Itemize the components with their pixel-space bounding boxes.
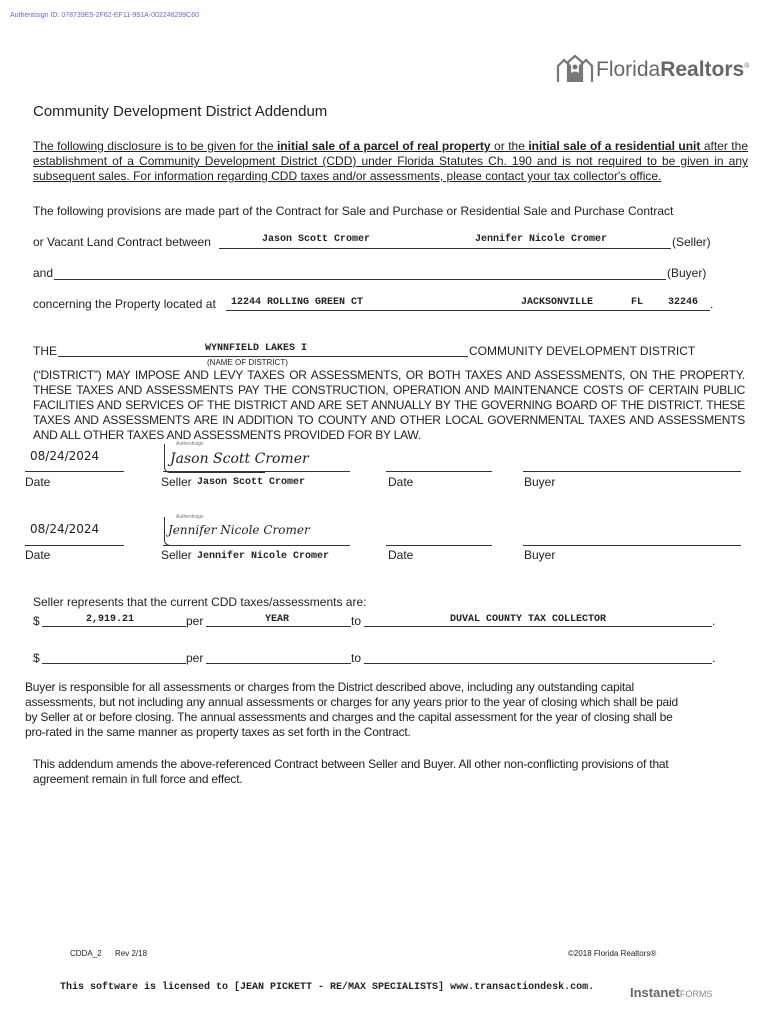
sig1-date-value: 08/24/2024	[30, 449, 100, 463]
logo-trademark: ®	[744, 63, 750, 70]
property-city: JACKSONVILLE	[521, 297, 594, 308]
district-tail: COMMUNITY DEVELOPMENT DISTRICT	[469, 344, 696, 358]
contract-between-label: or Vacant Land Contract between	[33, 235, 211, 249]
sig2-date-field[interactable]	[25, 545, 124, 546]
seller-name-1: Jason Scott Cromer	[262, 234, 371, 245]
sig2-buyer-label: Buyer	[524, 548, 556, 562]
row2-dollar: $	[33, 651, 40, 665]
seller-tag: (Seller)	[672, 235, 711, 249]
row1-to-label: to	[351, 614, 362, 628]
sig1-seller-label: Seller	[161, 475, 192, 489]
district-the-label: THE	[33, 344, 57, 358]
amendment-note: This addendum amends the above-referenced Contract between Seller and Buyer. All other non-conflicting provisions of that agreement remain in full force and effect.	[33, 757, 669, 786]
buyer-responsibility: Buyer is responsible for all assessments or charges from the District described above, including any outstanding capital assessments, but not including any annual assessments or charges for any years prior to the year of closing which shall be paid by Seller at or before closing. The annual assessments and charges and the capital assessment for the year of closing shall be pro-rated in the same manner as property taxes as set forth in the Contract.	[25, 680, 678, 739]
disclosure-bold-1: initial sale of a parcel of real property	[276, 139, 491, 153]
sig2-buyer-date-field[interactable]	[386, 545, 492, 546]
row2-to-label: to	[351, 651, 362, 665]
row1-to: DUVAL COUNTY TAX COLLECTOR	[450, 614, 607, 625]
copyright: ©2018 Florida Realtors®	[568, 949, 657, 958]
sig2-authentisign-tag: Authentisign	[176, 514, 204, 520]
sig1-buyer-date-field[interactable]	[386, 471, 492, 472]
property-address-field[interactable]	[226, 310, 710, 311]
seller-name-2: Jennifer Nicole Cromer	[475, 234, 608, 245]
row1-end: .	[712, 614, 716, 628]
florida-realtors-logo	[556, 54, 750, 86]
sig2-buyer-date-label: Date	[388, 548, 414, 562]
sig1-authentisign-tag: Authentisign	[176, 441, 204, 447]
sig1-seller-field[interactable]	[163, 471, 350, 472]
sig2-seller-name: Jennifer Nicole Cromer	[197, 551, 330, 562]
property-end: .	[710, 297, 714, 311]
row2-to-field[interactable]	[364, 663, 712, 664]
row1-per: YEAR	[265, 614, 290, 625]
district-name: WYNNFIELD LAKES I	[205, 343, 308, 354]
sig2-seller-label: Seller	[161, 548, 192, 562]
district-name-field[interactable]	[58, 356, 468, 357]
row1-per-field[interactable]	[206, 626, 351, 627]
buyer-tag: (Buyer)	[667, 266, 707, 280]
authentisign-id: Authentisign ID: 078739E5-2F62-EF11-991A-002248299C60	[10, 12, 199, 19]
instanet-light: FORMS	[679, 989, 713, 999]
property-zip: 32246	[668, 297, 699, 308]
sig2-signature[interactable]: Jennifer Nicole Cromer	[168, 523, 310, 537]
sig1-buyer-date-label: Date	[388, 475, 414, 489]
form-revision: Rev 2/18	[115, 949, 148, 958]
row1-amount-field[interactable]	[42, 626, 186, 627]
row2-amount-field[interactable]	[42, 663, 186, 664]
row2-per-field[interactable]	[206, 663, 351, 664]
sig1-date-label: Date	[25, 475, 51, 489]
row1-amount: 2,919.21	[86, 614, 135, 625]
instanet-forms-logo	[630, 984, 712, 1002]
sig1-date-field[interactable]	[25, 471, 124, 472]
district-notice: (“DISTRICT”) MAY IMPOSE AND LEVY TAXES OR ASSESSMENTS, OR BOTH TAXES AND ASSESSMENTS, ON THE PROPERTY. THESE TAXES AND ASSESSMENTS PAY THE CONSTRUCTION, OPERATION AND MAINTENANCE COSTS OF CERTAIN PUBLIC FACILITIES AND SERVICES OF THE DISTRICT AND ARE SET ANNUALLY BY THE GOVERNING BOARD OF THE DISTRICT. THESE TAXES AND ASSESSMENTS ARE IN ADDITION TO COUNTY AND OTHER LOCAL GOVERNMENTAL TAXES AND ASSESSMENTS AND ALL OTHER TAXES AND ASSESSMENTS PROVIDED FOR BY LAW.	[33, 368, 745, 442]
sig2-date-value: 08/24/2024	[30, 522, 100, 536]
instanet-bold: Instanet	[630, 985, 680, 1000]
property-street: 12244 ROLLING GREEN CT	[231, 297, 364, 308]
buyer-names-field[interactable]	[54, 279, 666, 280]
logo-brand-light: Florida	[596, 58, 661, 81]
provisions-line: The following provisions are made part of the Contract for Sale and Purchase or Residential Sale and Purchase Contract	[33, 204, 674, 218]
form-code: CDDA_2	[70, 949, 102, 958]
sig2-date-label: Date	[25, 548, 51, 562]
disclosure-text-1: The following disclosure is to be given for the	[33, 139, 277, 153]
row2-per-label: per	[186, 651, 204, 665]
property-state: FL	[631, 297, 644, 308]
row1-to-field[interactable]	[364, 626, 712, 627]
seller-names-field[interactable]	[219, 248, 671, 249]
sig2-buyer-field[interactable]	[523, 545, 741, 546]
page-title: Community Development District Addendum	[33, 103, 328, 120]
sig1-seller-name: Jason Scott Cromer	[197, 477, 306, 488]
sig1-buyer-field[interactable]	[523, 471, 741, 472]
disclosure-bold-2: initial sale of a residential unit	[528, 139, 701, 153]
logo-brand-bold: Realtors	[660, 58, 745, 81]
disclosure-paragraph	[33, 139, 748, 184]
row1-dollar: $	[33, 614, 40, 628]
row1-per-label: per	[186, 614, 204, 628]
sig1-signature[interactable]: Jason Scott Cromer	[170, 451, 309, 467]
houses-logo-icon	[556, 54, 594, 84]
sig2-seller-field[interactable]	[163, 545, 350, 546]
disclosure-text-2: or the	[490, 139, 529, 153]
sig1-buyer-label: Buyer	[524, 475, 556, 489]
disclosure-text-3: after the establishment of a Community Development District (CDD) under Florida Statutes Ch. 190 and is not required to be given in any subsequent sales. For information regarding CDD taxes and/or assessments, please contact your tax collector's office.	[33, 139, 748, 183]
row2-end: .	[712, 651, 716, 665]
buyer-and-label: and	[33, 266, 54, 280]
district-name-hint: (NAME OF DISTRICT)	[207, 358, 288, 367]
property-label: concerning the Property located at	[33, 297, 216, 311]
license-line: This software is licensed to [JEAN PICKETT - RE/MAX SPECIALISTS] www.transactiondesk.com.	[60, 982, 595, 993]
cdd-intro: Seller represents that the current CDD taxes/assessments are:	[33, 595, 367, 609]
